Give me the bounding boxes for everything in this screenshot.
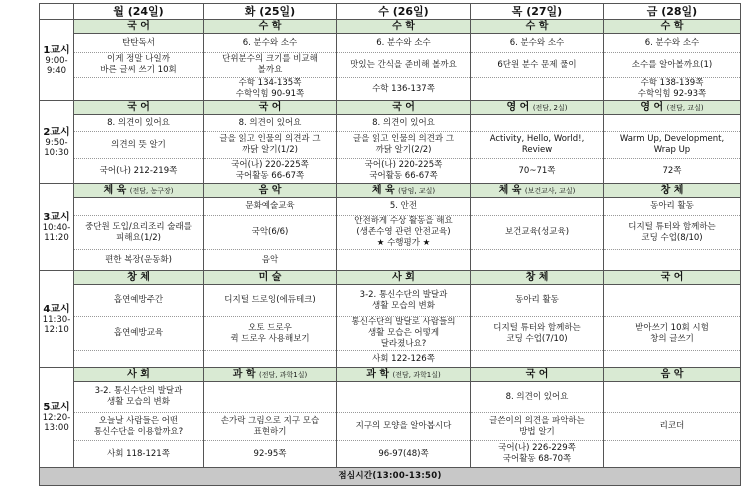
subject-cell xyxy=(604,20,741,34)
subject-cell xyxy=(204,368,337,382)
lesson-cell: 손가락 그림으로 지구 모습 표현하기 xyxy=(204,413,337,441)
lesson-row xyxy=(40,441,741,468)
day-header: 수 (26일) xyxy=(337,4,471,20)
day-header-row xyxy=(40,4,741,20)
subject-note: (전담, 2실) xyxy=(532,103,568,112)
lesson-cell: 지구의 모양을 알아봅시다 xyxy=(337,413,471,441)
subject-cell xyxy=(74,368,204,382)
lesson-cell: 72쪽 xyxy=(604,159,741,184)
lesson-row xyxy=(40,53,741,78)
lesson-cell: 국어(나) 220-225쪽 국어활동 66-67쪽 xyxy=(337,159,471,184)
lesson-cell: 단위분수의 크기를 비교해 볼까요 xyxy=(204,53,337,78)
lesson-cell xyxy=(337,382,471,413)
subject-name: 국 어 xyxy=(525,368,549,380)
subject-name: 국 어 xyxy=(127,20,150,32)
day-header: 월 (24일) xyxy=(74,4,204,20)
period-label: 5교시 xyxy=(43,402,70,413)
subject-name: 수 학 xyxy=(258,20,282,32)
subject-cell xyxy=(471,20,604,34)
period-label-cell xyxy=(40,101,74,184)
lesson-cell xyxy=(204,382,337,413)
subject-name: 과 학 xyxy=(232,368,256,380)
lesson-cell xyxy=(74,78,204,101)
subject-name: 국 어 xyxy=(392,101,415,113)
subject-note: (전담, 교실) xyxy=(666,103,704,112)
lesson-cell: 소수를 알아볼까요(1) xyxy=(604,53,741,78)
lesson-cell: 탄탄독서 xyxy=(74,34,204,53)
lunch-row xyxy=(40,468,741,486)
lesson-row xyxy=(40,216,741,250)
subject-cell xyxy=(337,368,471,382)
subject-cell xyxy=(337,184,471,198)
lesson-cell: 흡연예방주간 xyxy=(74,285,204,317)
lesson-row xyxy=(40,132,741,159)
lesson-cell: 3-2. 통신수단의 발달과 생활 모습의 변화 xyxy=(337,285,471,317)
period-time: 9:00-9:40 xyxy=(45,55,68,76)
day-header: 금 (28일) xyxy=(604,4,741,20)
lesson-cell: 수학 136-137쪽 xyxy=(337,78,471,101)
subject-name: 과 학 xyxy=(366,368,390,380)
subject-cell xyxy=(471,101,604,115)
subject-cell xyxy=(337,271,471,285)
subject-note: (전담, 과학1실) xyxy=(392,370,441,379)
lesson-row xyxy=(40,34,741,53)
lesson-cell: 오토 드로우 퀵 드로우 사용해보기 xyxy=(204,317,337,351)
subject-row xyxy=(40,368,741,382)
lesson-cell: 국어(나) 212-219쪽 xyxy=(74,159,204,184)
lesson-row xyxy=(40,351,741,368)
subject-cell xyxy=(74,184,204,198)
subject-cell xyxy=(337,101,471,115)
subject-name: 체 육 xyxy=(498,184,522,196)
subject-name: 영 어 xyxy=(640,101,664,113)
day-header: 목 (27일) xyxy=(471,4,604,20)
corner-cell xyxy=(40,4,74,20)
subject-name: 영 어 xyxy=(506,101,530,113)
subject-cell xyxy=(604,184,741,198)
lesson-cell: 통신수단의 발달로 사람들의 생활 모습은 어떻게 달라졌나요? xyxy=(337,317,471,351)
lesson-cell: 수학 138-139쪽 수학익힘 92-93쪽 xyxy=(604,78,741,101)
lesson-cell xyxy=(604,250,741,271)
lesson-row xyxy=(40,413,741,441)
lesson-cell xyxy=(471,78,604,101)
lesson-cell: 받아쓰기 10회 시험 창의 글쓰기 xyxy=(604,317,741,351)
lesson-cell: 글쓴이의 의견을 파악하는 방법 알기 xyxy=(471,413,604,441)
lesson-cell: 6. 분수와 소수 xyxy=(337,34,471,53)
subject-name: 사 회 xyxy=(127,368,150,380)
lunch-time: 점심시간(13:00-13:50) xyxy=(40,468,741,486)
lesson-cell: 국악(6/6) xyxy=(204,216,337,250)
lesson-cell: 8. 의견이 있어요 xyxy=(471,382,604,413)
lesson-cell: 국어(나) 226-229쪽 국어활동 68-70쪽 xyxy=(471,441,604,468)
lesson-cell: 5. 안전 xyxy=(337,198,471,216)
subject-row xyxy=(40,101,741,115)
lesson-row xyxy=(40,285,741,317)
lesson-cell xyxy=(471,115,604,132)
lesson-cell: 문화예술교육 xyxy=(204,198,337,216)
subject-name: 수 학 xyxy=(525,20,549,32)
lesson-row xyxy=(40,159,741,184)
lesson-cell: Activity, Hello, World!, Review xyxy=(471,132,604,159)
subject-cell xyxy=(204,20,337,34)
lesson-cell: 3-2. 통신수단의 발달과 생활 모습의 변화 xyxy=(74,382,204,413)
subject-row xyxy=(40,184,741,198)
lesson-cell: 맛있는 간식을 준비해 볼까요 xyxy=(337,53,471,78)
subject-name: 음 악 xyxy=(660,368,684,380)
lesson-cell: 8. 의견이 있어요 xyxy=(337,115,471,132)
lesson-cell: 동아리 활동 xyxy=(471,285,604,317)
subject-note: (보건교사, 교실) xyxy=(524,186,576,195)
lesson-row xyxy=(40,115,741,132)
period-label-cell xyxy=(40,271,74,368)
period-label: 3교시 xyxy=(43,211,70,223)
subject-name: 체 육 xyxy=(371,184,395,196)
period-time: 9:50-10:30 xyxy=(44,137,69,158)
lesson-row xyxy=(40,317,741,351)
lesson-cell xyxy=(604,351,741,368)
lesson-cell: 의견의 뜻 알기 xyxy=(74,132,204,159)
lesson-row xyxy=(40,78,741,101)
subject-cell xyxy=(471,271,604,285)
subject-note: (전담, 과학1실) xyxy=(259,370,308,379)
lesson-cell: 6. 분수와 소수 xyxy=(604,34,741,53)
subject-cell xyxy=(471,368,604,382)
subject-cell xyxy=(74,101,204,115)
period-label-cell xyxy=(40,184,74,271)
subject-note: (담임, 교실) xyxy=(398,186,436,195)
lesson-cell: 동아리 활동 xyxy=(604,198,741,216)
lesson-cell xyxy=(471,351,604,368)
lesson-cell: 8. 의견이 있어요 xyxy=(204,115,337,132)
subject-cell xyxy=(604,271,741,285)
subject-name: 체 육 xyxy=(103,184,127,196)
lesson-cell xyxy=(74,351,204,368)
subject-row xyxy=(40,20,741,34)
lesson-cell: 오늘날 사람들은 어떤 통신수단을 이용할까요? xyxy=(74,413,204,441)
period-label: 4교시 xyxy=(43,303,70,315)
lesson-cell xyxy=(604,115,741,132)
lesson-cell: 수학 134-135쪽 수학익힘 90-91쪽 xyxy=(204,78,337,101)
subject-cell xyxy=(604,101,741,115)
lesson-cell: 리코더 xyxy=(604,413,741,441)
lesson-cell: 디지털 튜터와 함께하는 코딩 수업(8/10) xyxy=(604,216,741,250)
lesson-cell: 사회 122-126쪽 xyxy=(337,351,471,368)
subject-row xyxy=(40,271,741,285)
period-label: 1교시 xyxy=(43,44,70,56)
lesson-cell: 보건교육(성교육) xyxy=(471,216,604,250)
subject-cell xyxy=(74,20,204,34)
period-time: 11:30-12:10 xyxy=(42,314,71,335)
lesson-cell xyxy=(604,441,741,468)
period-label: 2교시 xyxy=(43,126,70,138)
lesson-cell: 디지털 튜터와 함께하는 코딩 수업(7/10) xyxy=(471,317,604,351)
subject-cell xyxy=(204,271,337,285)
subject-name: 수 학 xyxy=(392,20,415,32)
lesson-cell: 디지털 드로잉(에듀테크) xyxy=(204,285,337,317)
lesson-cell xyxy=(74,198,204,216)
lesson-cell: 6. 분수와 소수 xyxy=(204,34,337,53)
period-label-cell xyxy=(40,20,74,101)
lesson-cell: 92-95쪽 xyxy=(204,441,337,468)
lesson-cell: 사회 118-121쪽 xyxy=(74,441,204,468)
subject-name: 창 체 xyxy=(660,184,684,196)
lesson-cell xyxy=(471,250,604,271)
subject-name: 수 학 xyxy=(660,20,684,32)
subject-cell xyxy=(74,271,204,285)
lesson-cell xyxy=(337,250,471,271)
subject-name: 국 어 xyxy=(127,101,150,113)
lesson-cell: 글을 읽고 인물의 의견과 그 까닭 알기(2/2) xyxy=(337,132,471,159)
period-label-cell xyxy=(40,368,74,468)
lesson-cell: 흡연예방교육 xyxy=(74,317,204,351)
lesson-cell xyxy=(604,382,741,413)
subject-name: 국 어 xyxy=(258,101,282,113)
subject-cell xyxy=(337,20,471,34)
subject-cell xyxy=(204,101,337,115)
subject-cell xyxy=(204,184,337,198)
lesson-cell: 6단원 분수 문제 풀이 xyxy=(471,53,604,78)
subject-name: 국 어 xyxy=(660,271,684,283)
subject-cell xyxy=(604,368,741,382)
lesson-cell: 중단원 도입/요리조리 술래를 피해요(1/2) xyxy=(74,216,204,250)
day-header: 화 (25일) xyxy=(204,4,337,20)
period-time: 12:20-13:00 xyxy=(42,413,71,433)
lesson-cell: 안전하게 수상 활동을 해요 (생존수영 관련 안전교육) ★ 수행평가 ★ xyxy=(337,216,471,250)
lesson-cell: 6. 분수와 소수 xyxy=(471,34,604,53)
lesson-cell: 96-97(48)쪽 xyxy=(337,441,471,468)
subject-name: 음 악 xyxy=(258,184,282,196)
period-time: 10:40-11:20 xyxy=(42,222,71,243)
subject-name: 미 술 xyxy=(258,271,282,283)
lesson-cell: 음악 xyxy=(204,250,337,271)
subject-note: (전담, 농구장) xyxy=(129,186,174,195)
lesson-cell: 글을 읽고 인물의 의견과 그 까닭 알기(1/2) xyxy=(204,132,337,159)
lesson-cell: 국어(나) 220-225쪽 국어활동 66-67쪽 xyxy=(204,159,337,184)
lesson-cell: 편한 복장(운동화) xyxy=(74,250,204,271)
subject-name: 사 회 xyxy=(392,271,415,283)
lesson-row xyxy=(40,198,741,216)
lesson-cell: Warm Up, Development, Wrap Up xyxy=(604,132,741,159)
lesson-row xyxy=(40,250,741,271)
lesson-cell xyxy=(604,285,741,317)
weekly-timetable xyxy=(39,3,741,486)
lesson-row xyxy=(40,382,741,413)
lesson-cell: 70~71쪽 xyxy=(471,159,604,184)
lesson-cell: 이게 정말 나일까 바른 글씨 쓰기 10회 xyxy=(74,53,204,78)
subject-name: 창 체 xyxy=(525,271,549,283)
subject-name: 창 체 xyxy=(127,271,150,283)
lesson-cell: 8. 의견이 있어요 xyxy=(74,115,204,132)
subject-cell xyxy=(471,184,604,198)
lesson-cell xyxy=(471,198,604,216)
lesson-cell xyxy=(204,351,337,368)
